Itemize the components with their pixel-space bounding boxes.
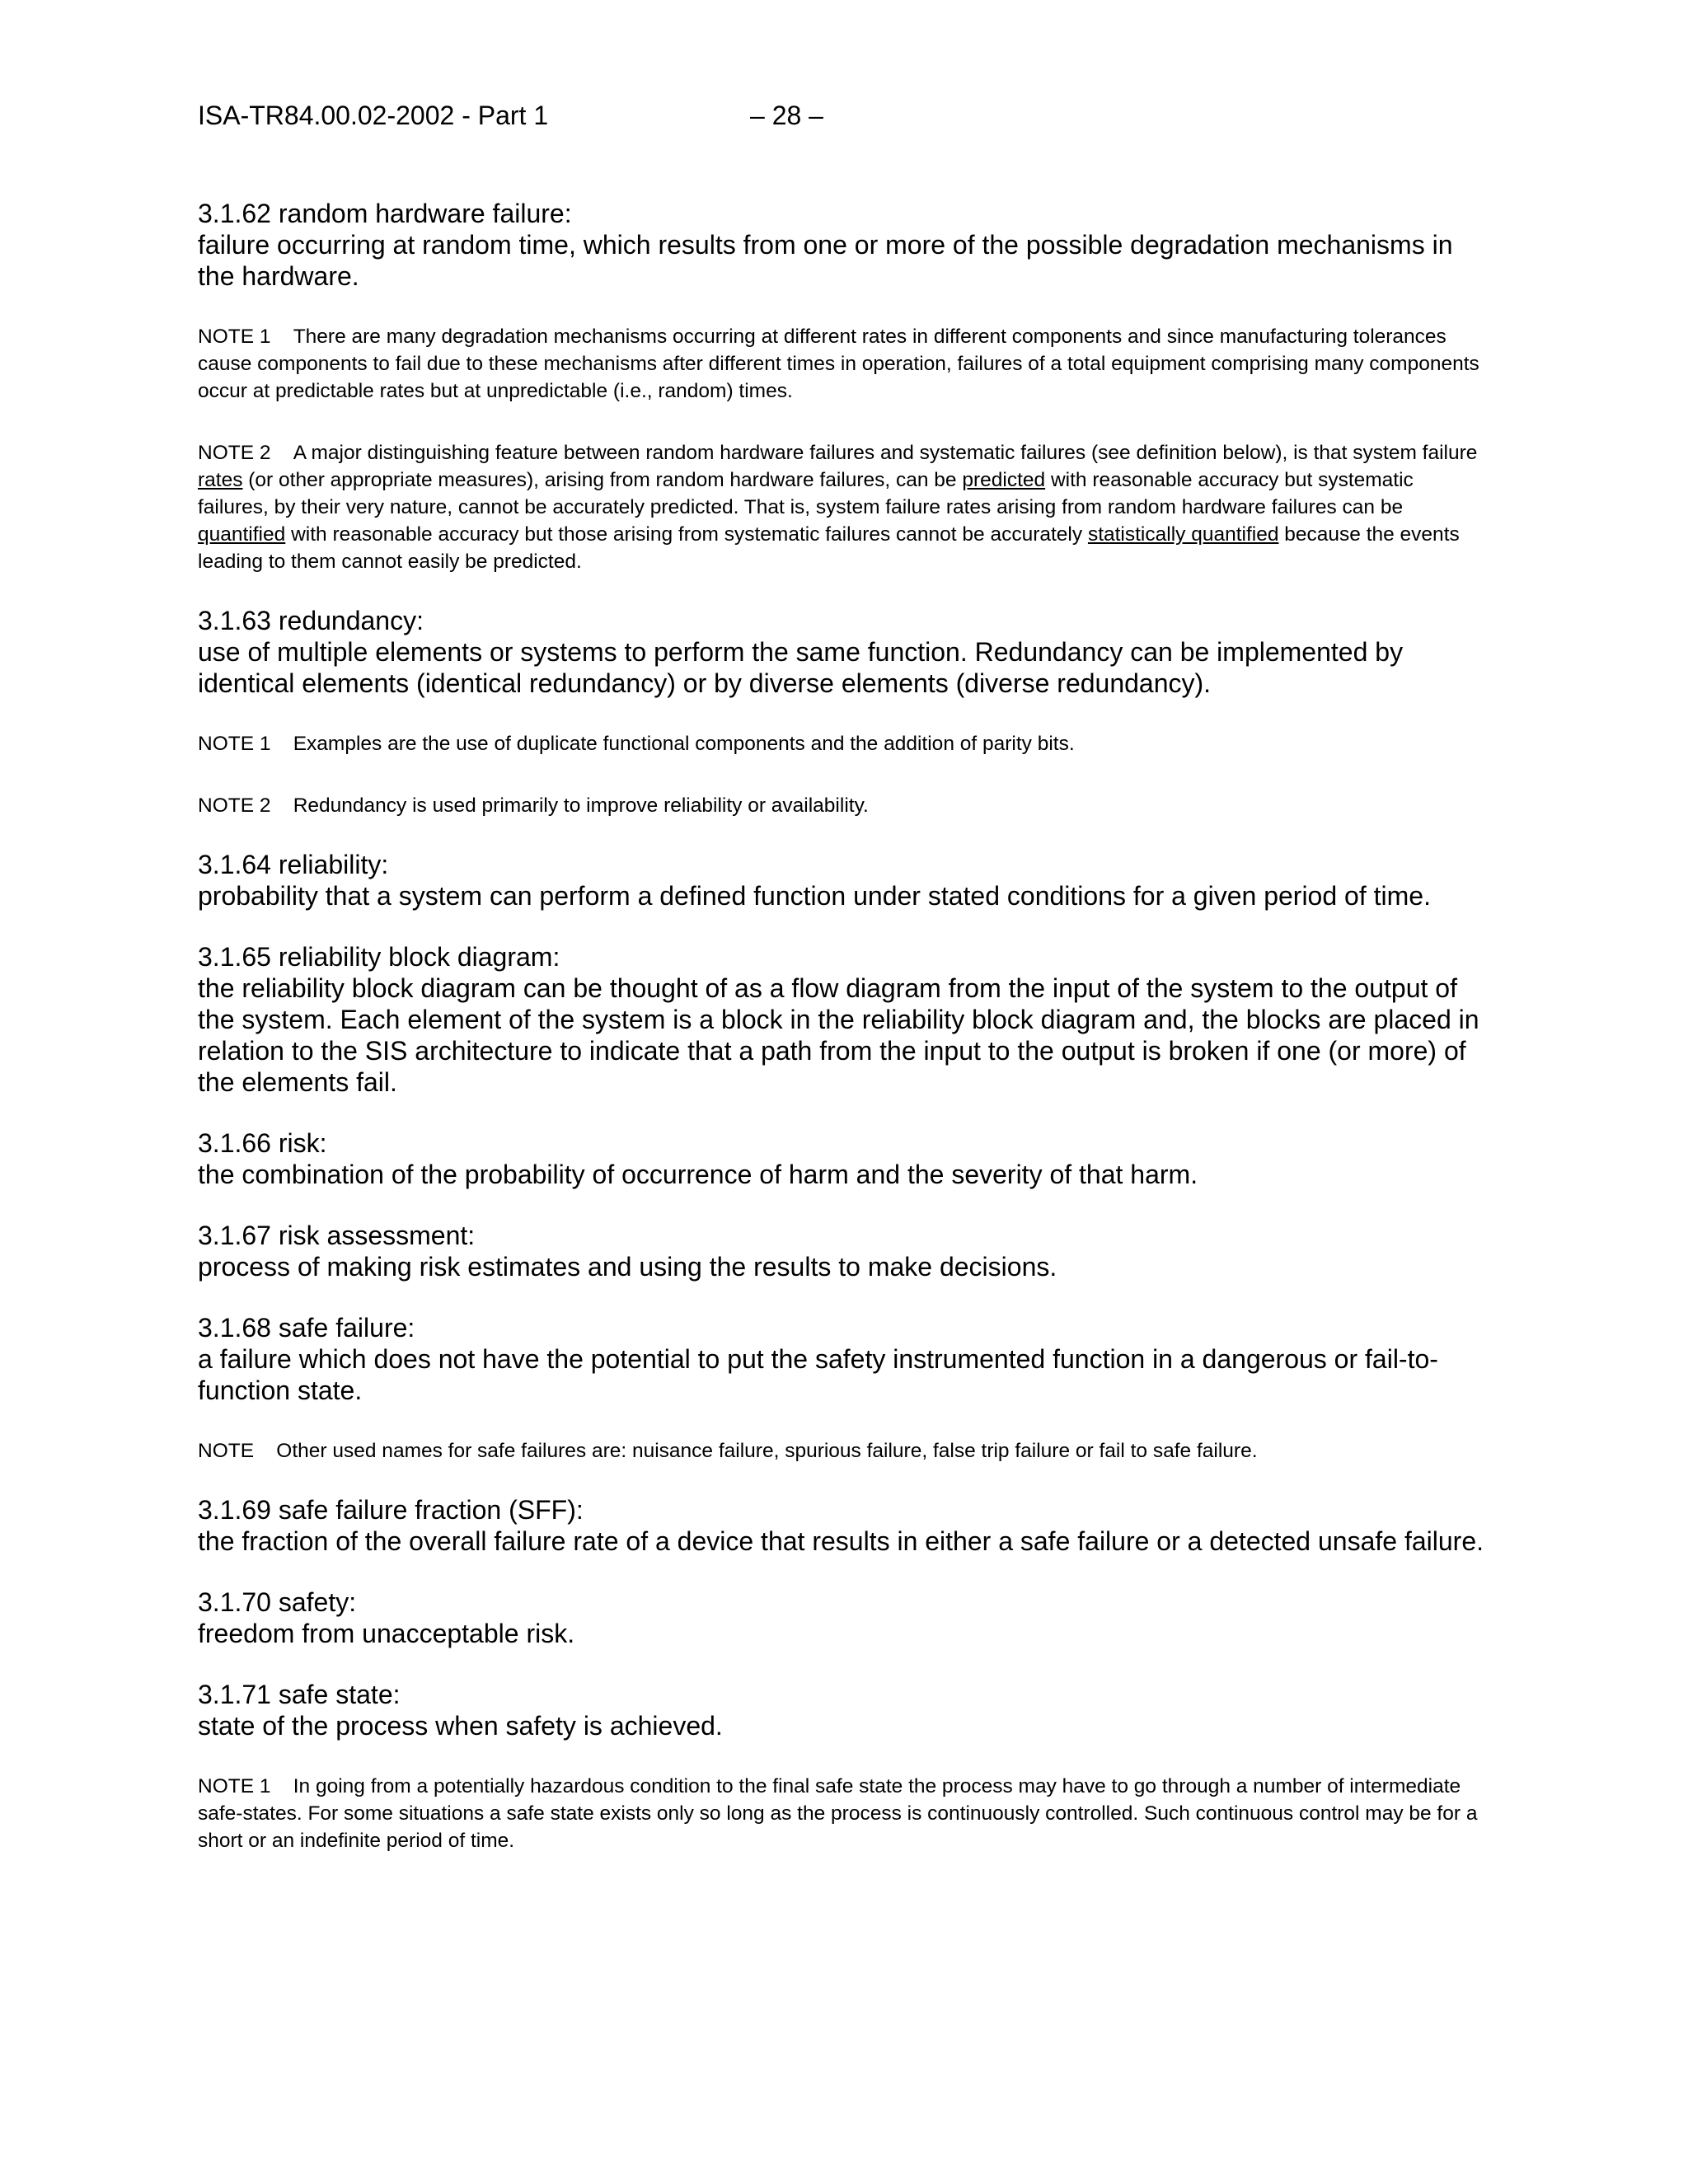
note-text-segment: In going from a potentially hazardous condition to the final safe state the process may have to go through a number of intermediate safe-states. For some situations a safe state exists only so long as the process is continuously controlled. Such continuous control may be for a short or an indefinite period of time. (198, 1775, 1478, 1852)
note (198, 730, 1484, 757)
spacer (198, 699, 1484, 730)
note (198, 792, 1484, 819)
spacer (198, 1649, 1484, 1679)
note-label: NOTE 1 (198, 733, 293, 755)
term-definition: process of making risk estimates and using the results to make decisions. (198, 1252, 1057, 1282)
term-heading: 3.1.63 redundancy: (198, 606, 424, 635)
spacer (198, 1741, 1484, 1773)
note-text (293, 733, 1075, 755)
page-header (198, 99, 1484, 132)
definition-entry (198, 1586, 1484, 1649)
spacer (198, 1098, 1484, 1127)
definition-entry (198, 1127, 1484, 1190)
term-definition: the reliability block diagram can be thought of as a flow diagram from the input of the system to the output of the system. Each element of the system is a block in the reliability block diagram and, the blocks are placed in relation to the SIS architecture to indicate that a path from the input to the output is broken if one (or more) of the elements fail. (198, 973, 1479, 1097)
term-definition: a failure which does not have the potential to put the safety instrumented function in a dangerous or fail-to-function state. (198, 1344, 1438, 1405)
spacer (198, 405, 1484, 439)
document-title: ISA-TR84.00.02-2002 - Part 1 (198, 101, 549, 130)
term-heading: 3.1.64 reliability: (198, 850, 389, 879)
spacer (198, 1190, 1484, 1220)
term-definition: probability that a system can perform a defined function under stated conditions for a given period of time. (198, 881, 1431, 911)
note-text-segment: with reasonable accuracy but those arising from systematic failures cannot be accurately (285, 523, 1088, 546)
spacer (198, 575, 1484, 605)
note-text-segment: (or other appropriate measures), arising from random hardware failures, can be (242, 469, 963, 491)
spacer (198, 912, 1484, 941)
spacer (198, 292, 1484, 323)
note-text-segment: Examples are the use of duplicate functional components and the addition of parity bits. (293, 733, 1075, 755)
definitions-list (198, 198, 1484, 1854)
definition-entry (198, 605, 1484, 819)
note-label: NOTE 1 (198, 1775, 293, 1797)
definition-entry (198, 1494, 1484, 1557)
note-text-segment: with reasonable accuracy but systematic failures, by their very nature, cannot be accurately predicted. That is, system failure rates arising from random hardware failures can be (198, 469, 1414, 518)
definition-entry (198, 849, 1484, 912)
document-page (198, 99, 1484, 1854)
note-label: NOTE 2 (198, 794, 293, 817)
term-definition: use of multiple elements or systems to perform the same function. Redundancy can be implemented by identical elements (identical redundancy) or by diverse elements (diverse redundancy). (198, 637, 1404, 698)
note-text (198, 442, 1477, 573)
term-heading: 3.1.66 risk: (198, 1128, 327, 1158)
definition-entry (198, 1679, 1484, 1854)
term-definition: failure occurring at random time, which results from one or more of the possible degradation mechanisms in the hardware. (198, 230, 1453, 291)
term-heading: 3.1.62 random hardware failure: (198, 199, 572, 228)
note-text (198, 326, 1479, 402)
spacer (198, 1406, 1484, 1437)
note-text (293, 794, 869, 817)
definition-entry (198, 198, 1484, 575)
note-label: NOTE (198, 1440, 277, 1462)
note-text-segment: because the events leading to them cannot easily be predicted. (198, 523, 1460, 573)
underlined-text: rates (198, 469, 243, 491)
definition-entry (198, 1312, 1484, 1465)
note-text-segment: A major distinguishing feature between random hardware failures and systematic failures (see definition below), is that system failure (293, 442, 1478, 464)
page-number: – 28 – (750, 101, 823, 130)
term-heading: 3.1.69 safe failure fraction (SFF): (198, 1495, 584, 1525)
term-heading: 3.1.71 safe state: (198, 1680, 401, 1709)
note (198, 1437, 1484, 1465)
term-definition: state of the process when safety is achieved. (198, 1711, 723, 1741)
note-text (198, 1775, 1477, 1852)
term-definition: freedom from unacceptable risk. (198, 1619, 575, 1648)
spacer (198, 757, 1484, 792)
underlined-text: predicted (962, 469, 1046, 491)
underlined-text: quantified (198, 523, 286, 546)
note-label: NOTE 2 (198, 442, 293, 464)
spacer (198, 1465, 1484, 1494)
definition-entry (198, 941, 1484, 1098)
note (198, 323, 1484, 405)
term-heading: 3.1.68 safe failure: (198, 1313, 415, 1343)
term-heading: 3.1.67 risk assessment: (198, 1221, 476, 1250)
note (198, 439, 1484, 575)
term-definition: the combination of the probability of occurrence of harm and the severity of that harm. (198, 1160, 1198, 1189)
spacer (198, 1557, 1484, 1586)
note-text-segment: Redundancy is used primarily to improve reliability or availability. (293, 794, 869, 817)
term-heading: 3.1.70 safety: (198, 1587, 357, 1617)
definition-entry (198, 1220, 1484, 1282)
note (198, 1773, 1484, 1854)
underlined-text: statistically quantified (1087, 523, 1279, 546)
term-heading: 3.1.65 reliability block diagram: (198, 942, 560, 972)
note-label: NOTE 1 (198, 326, 293, 348)
note-text-segment: There are many degradation mechanisms occurring at different rates in different components and since manufacturing tolerances cause components to fail due to these mechanisms after different times in operation, failures of a total equipment comprising many components occur at predictable rates but at unpredictable (i.e., random) times. (198, 326, 1479, 402)
term-definition: the fraction of the overall failure rate of a device that results in either a safe failure or a detected unsafe failure. (198, 1526, 1484, 1556)
spacer (198, 819, 1484, 849)
note-text-segment: Other used names for safe failures are: nuisance failure, spurious failure, false trip failure or fail to safe failure. (276, 1440, 1258, 1462)
spacer (198, 1282, 1484, 1312)
note-text (276, 1440, 1257, 1462)
